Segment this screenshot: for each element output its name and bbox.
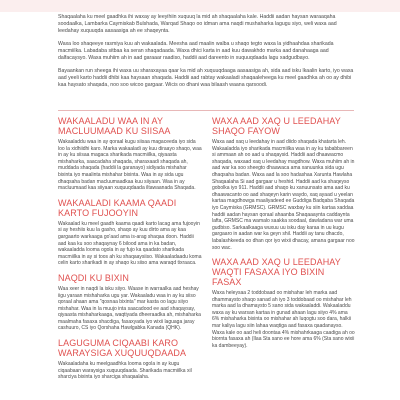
section-heading: WAXA AAD XAQ U LEEDAHAY WAQTI FASAXA IYO BIXIN FASAX: [212, 257, 341, 288]
section-body: Waxa aad xaq u leedahay in aad diido shaqada khatarta leh. Wakaaladda iyo sharikada macmiilka waa in ay ku tababbareen si ammaan ah oo aad u shaqaysid. Haddii aad dhaawacmo shaqada, waxaad xaq u leedahay magdhow. Waxa muhiim ah in aad war ka soo sheegto dhaawaca ama xanuunka sida ugu dhaqsaha badan. Waxa aad la soo hadashaa Xarunta Hawlaha Shaqaalaha Si aad gargaar u heshid. Haddii aad ka shaqeyso gobolka iyo 911. Haddii aad shaqo ku xanuunsato ama aad ku dhaawacanto oo aad shaqeyn karin waydo, xaq ayaad u yeelan kartaa magdhowga maaliyadeed ee Guddiga Badqaba Shaqada iyo Caymiska (GRMSC). GRMSC waxbay ku siin kartaa xaddaa haddii aadan haysan qoraal ahaanba Shaqaaaynta caddaynta lafta, GRMSC ma wamalo saakka soodaal, dawladana war uma gudbiso. Sarkaalkaaga wuxuu uu isku day karaa in uu kugu gargaaro in aadan war ka geyn shil. Haddii ay tanu dhacdo, labalashkeeda oo dhan qor iyo wixii dhacay, amana gargaar noo soo wac.: [212, 139, 355, 251]
section-heading: WAKAALADI KAAMA QAADI KARTO FUJOOYIN: [58, 197, 177, 218]
top-banner: [0, 0, 400, 12]
section-no-reprisal: [58, 338, 202, 381]
section-divider: [58, 110, 354, 111]
section-body: Waa xeer in naqdi la isku siiyo. Waase in warraalka aad heshay iigu yaraan mishaharka ugu yar. Wakaaladu waa in ay ku siiso qoraal ahaan ama "qosnaa bixinta" mar kasta oo lagu siiyo mishahar. Waa in la muujo inta saacadood ee aad shaqaysay, qiyaasta mishaharkaaga, waqtiyada dheeraadka ah, mishaharka maalmaha fasaxa shacdiga, fasaxyada iyo wixii laguaga jaray cashuuro, CS iyo Qorshaha Hawlgabka Kanada (QHK).: [58, 285, 201, 332]
section-payment: [58, 273, 202, 332]
section-agency-information: [58, 116, 202, 192]
intro-block: [58, 14, 358, 95]
section-body: Wakaalad ku meel gaadh kaama qaadi karto lacag ama fujooyin si ay heshiis kuu la gasho, shaqo ay kuu dirto ama ay kaa gargaarto warkaaga go'aad ama is-arag shaqaa doon. Haddii aad kaa ku soo shaqaynay 6 bilood ama in ka badan, wakaaladda looma ogola in ay fujo ka qaadato sharikada macmiilka in ay si toos ah ku shaqaaysiiso. Wakaaladaadu koma celin karto sharikadi in ay shaqo ku siiso ama waraqd tixraaca.: [58, 220, 202, 267]
section-heading: WAXA AAD XAQ U LEEDAHAY SHAQO FAYOW: [212, 116, 341, 136]
section-vacation: [212, 257, 356, 349]
section-heading: LAGUGUMA CIQAABI KARO WARAYSIGA XUQUUQDAADA: [58, 338, 187, 359]
section-heading: WAKAALADU WAA IN AY MACLUUMAAD KU SIISAA: [58, 116, 171, 136]
intro-paragraph-3: Bayaankan run sheega ihi waxa uu sharaxayaa qaar ka mid ah xuquuqdaaga aasaasiga ah, sida aad isku lkaalin karto, iyo waxa aad yeeli karto haddii dhibi kaa haysaan shaqada. Haddii aad rabtay wakaaladi shaqaaleheega ku meel gaadhka ah oo ay dhibi kaa haysato shaqada, noo soo wicoo gargaar. Wicis oo dhani waa bilaash waana qarsoodi.: [58, 68, 354, 88]
right-column: [212, 116, 356, 355]
section-safe-work: [212, 116, 356, 251]
section-no-fees: [58, 198, 202, 267]
intro-paragraph-2: Waxa loo shaqeeye rasmiya kuu ah wakaalada. Meesha aad maalin walba u shaqo tegto waxa la yidhaahdaa sharikada macmiilka. Labadaba sitbaa ka seran shaqadaada. Waxa dhici karta in aad kuu dawakhdo marka aad danahaaga aad dalfacaysyo. Waxa muhiim ah in aad garaaar raadiso, haddii aad dareento in xuquuqdaada lagu xadgudbayo.: [58, 41, 334, 61]
section-body: Wakaaladdu waa in ay qoraal kugu siisaa magaceeda iyo sida loo la xidhiidhi karo. Marka wakaaladi ay kuu diraayo shaqo, waa in ay ku siisaa magaca sharikada macmiilka, qiyaasta mishaharka, saacadaha shaqada, sharaxaadi shaqada ah, muddada shaqada (haddii la garanayo) sidiyada mishahar bixinta iyo maalinta mishahar bixinta. Waa in ay sida ugu dhaqsaha badan macluumaadkaa kuu siiyaan. Waa in ay macluumaad kaa siiyaan xuquuqdaada iltawaanada Shaqada.: [58, 139, 202, 192]
section-heading: NAQDI KU BIXIN: [58, 272, 129, 283]
left-column: [58, 116, 202, 387]
intro-paragraph-1: Shaqaalaha ku meel gaadhka ihi waxay ay leeyihiin xuquuq la mid ah shaqaalaha kale. Haddii aadan haysan waraaqaha soodaalka, Lambarka Caymiskab Bulshada, Warqad Shaqo oo idman ama naqdi mushaharka lagugu siyo, weli waxa aad leedahay xuquuqda aasaasiga ah ee shaqeynta.: [58, 14, 337, 34]
section-body: Wakaaladaha ku meelgaadhka looma ogola in ay kugu ciqaabaan waraysiga xuquuqdaada. Sharikada macmiilka xil sharciya bixinta iyo sharciga shaqaalaha.: [58, 361, 192, 381]
section-body: Waxa heleysaa 2 toddobaad oo mishahar leh marka aad dhammaysto shaqo sanad ah iyo 3 toddobaad oo mishahar leh marka aad la dhamaysto 5 sano sida wakaaladdi. Wakaaladdu waxa ay ku warsan kartaa in gunad ahaan lagu siiyo 4% ama 6% mishaharka bixinta oo mishahar ah luqogtu soo dara, halkii mar kaliya lagu siin lahaa waqtiga aad fasaxa qaadanayso. Waxa kale oo aad heli doontaa 4% mishahrkaaga caadiga ah oo biornta fasaxa ah (Ilaa Sta sano ee hore ama 6% (Sta sano wixii ka dambeeyay).: [212, 290, 355, 349]
